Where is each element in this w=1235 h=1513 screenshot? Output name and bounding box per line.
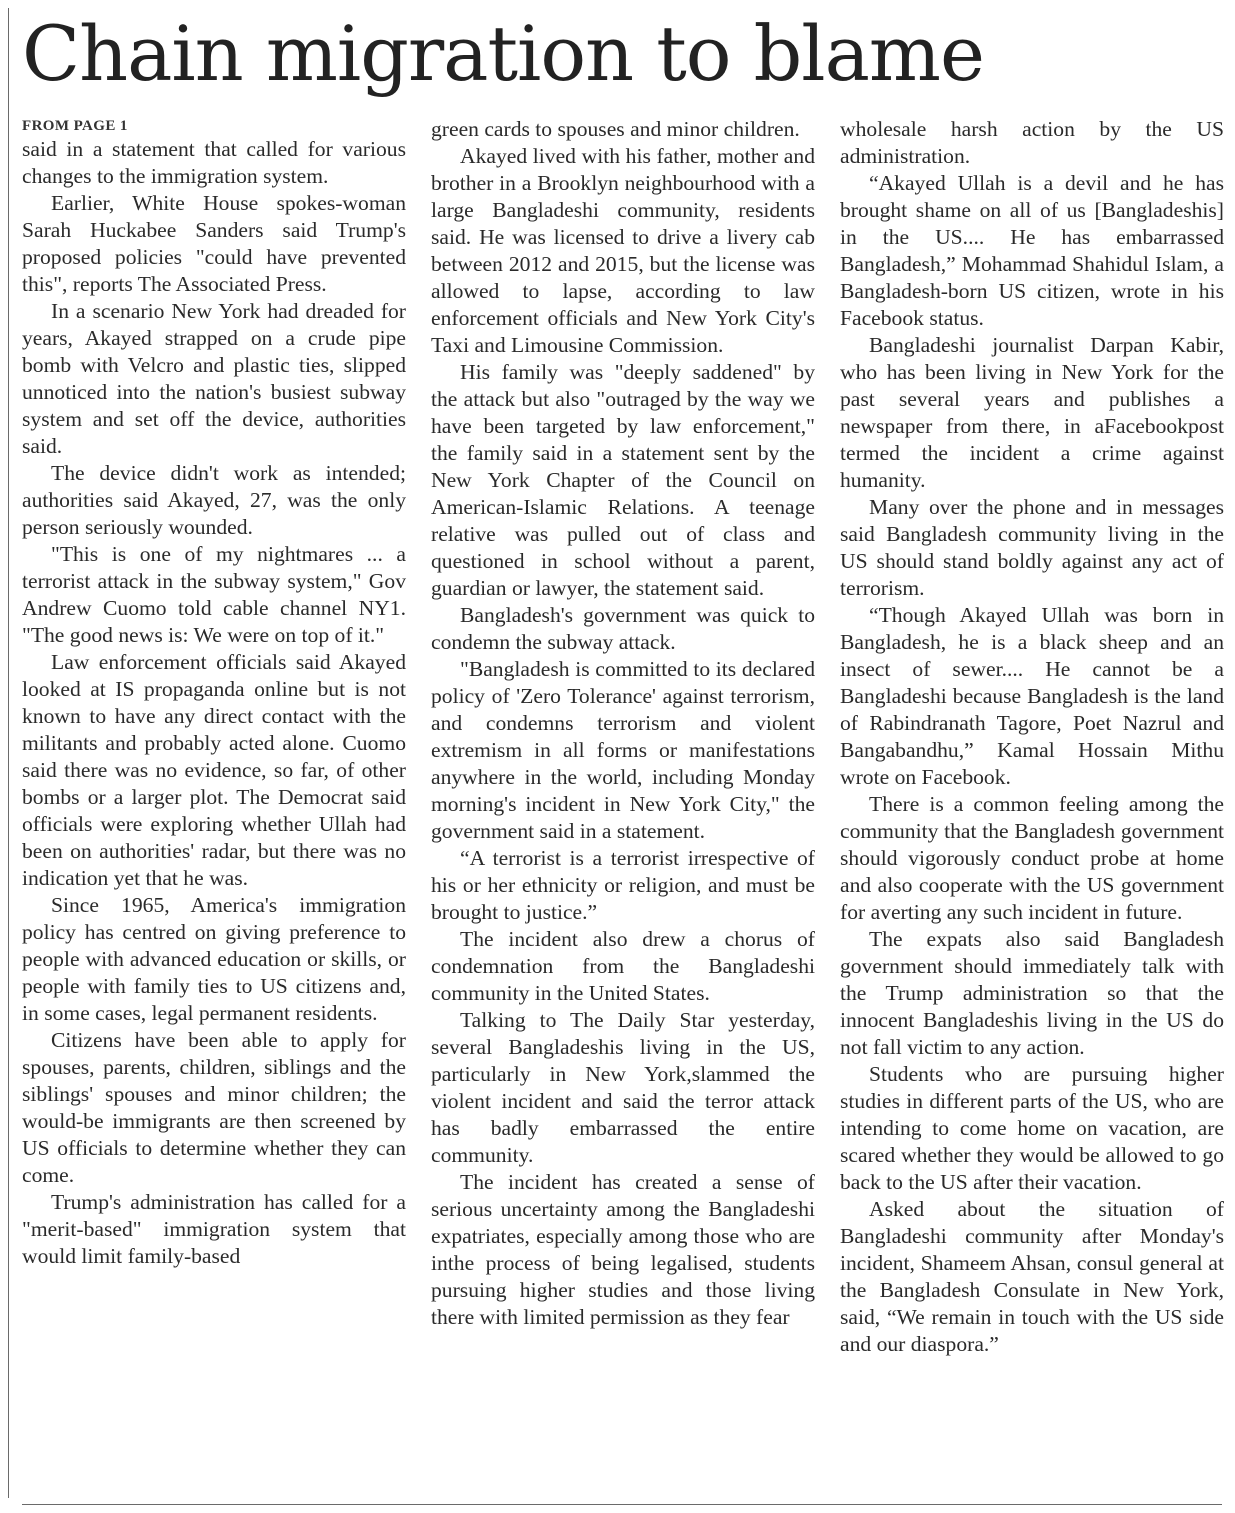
paragraph: Citizens have been able to apply for spouses, parents, children, siblings and the siblings' spouses and minor children; the would-be immigrants are then screened by US officials to determine whether they can come.: [22, 1028, 406, 1187]
article-column-1: [22, 116, 406, 1270]
headline: Chain migration to blame: [22, 9, 984, 98]
article-column-2: [431, 116, 815, 1331]
paragraph: Akayed lived with his father, mother and brother in a Brooklyn neighbourhood with a large Bangladeshi community, residents said. He was licensed to drive a livery cab between 2012 and 2015, but the license was allowed to lapse, according to law enforcement officials and New York City's Taxi and Limousine Commission.: [431, 144, 815, 357]
paragraph: The incident has created a sense of serious uncertainty among the Bangladeshi expatriates, especially among those who are inthe process of being legalised, students pursuing higher studies and those living there with limited permission as they fear: [431, 1170, 815, 1329]
paragraph: Talking to The Daily Star yesterday, several Bangladeshis living in the US, particularly in New York,slammed the violent incident and said the terror attack has badly embarrassed the entire community.: [431, 1008, 815, 1167]
left-column-rule: [8, 8, 9, 1498]
paragraph: green cards to spouses and minor children.: [431, 117, 800, 141]
paragraph: said in a statement that called for various changes to the immigration system.: [22, 137, 406, 188]
paragraph: “A terrorist is a terrorist irrespective of his or her ethnicity or religion, and must be brought to justice.”: [431, 846, 815, 924]
paragraph: Since 1965, America's immigration policy has centred on giving preference to people with advanced education or skills, or people with family ties to US citizens and, in some cases, legal permanent residents.: [22, 893, 406, 1025]
paragraph: His family was "deeply saddened" by the attack but also "outraged by the way we have been targeted by law enforcement," the family said in a statement sent by the New York Chapter of the Council on American-Islamic Relations. A teenage relative was pulled out of class and questioned in school without a parent, guardian or lawyer, the statement said.: [431, 360, 815, 600]
paragraph: Asked about the situation of Bangladeshi community after Monday's incident, Shameem Ahsan, consul general at the Bangladesh Consulate in New York, said, “We remain in touch with the US side and our diaspora.”: [840, 1197, 1224, 1356]
paragraph: "This is one of my nightmares ... a terrorist attack in the subway system," Gov Andrew Cuomo told cable channel NY1. "The good news is: We were on top of it.": [22, 542, 406, 647]
article-column-3: [840, 116, 1224, 1358]
continuation-kicker: FROM PAGE 1: [22, 118, 128, 134]
paragraph: Trump's administration has called for a "merit-based" immigration system that would limit family-based: [22, 1190, 406, 1268]
paragraph: wholesale harsh action by the US administration.: [840, 117, 1224, 168]
paragraph: Law enforcement officials said Akayed looked at IS propaganda online but is not known to have any direct contact with the militants and probably acted alone. Cuomo said there was no evidence, so far, of other bombs or a larger plot. The Democrat said officials were exploring whether Ullah had been on authorities' radar, but there was no indication yet that he was.: [22, 650, 406, 890]
paragraph: The incident also drew a chorus of condemnation from the Bangladeshi community in the United States.: [431, 927, 815, 1005]
paragraph: Bangladeshi journalist Darpan Kabir, who has been living in New York for the past several years and publishes a newspaper from there, in aFacebookpost termed the incident a crime against humanity.: [840, 333, 1224, 492]
paragraph: There is a common feeling among the community that the Bangladesh government should vigorously conduct probe at home and also cooperate with the US government for averting any such incident in future.: [840, 792, 1224, 924]
paragraph: The device didn't work as intended; authorities said Akayed, 27, was the only person seriously wounded.: [22, 461, 406, 539]
paragraph: Earlier, White House spokes-woman Sarah Huckabee Sanders said Trump's proposed policies "could have prevented this", reports The Associated Press.: [22, 191, 406, 296]
paragraph: The expats also said Bangladesh government should immediately talk with the Trump administration so that the innocent Bangladeshis living in the US do not fall victim to any action.: [840, 927, 1224, 1059]
paragraph: “Akayed Ullah is a devil and he has brought shame on all of us [Bangladeshis] in the US.... He has embarrassed Bangladesh,” Mohammad Shahidul Islam, a Bangladesh-born US citizen, wrote in his Facebook status.: [840, 171, 1224, 330]
paragraph: Many over the phone and in messages said Bangladesh community living in the US should stand boldly against any act of terrorism.: [840, 495, 1224, 600]
paragraph: In a scenario New York had dreaded for years, Akayed strapped on a crude pipe bomb with Velcro and plastic ties, slipped unnoticed into the nation's busiest subway system and set off the device, authorities said.: [22, 299, 406, 458]
paragraph: "Bangladesh is committed to its declared policy of 'Zero Tolerance' against terrorism, and condemns terrorism and violent extremism in all forms or manifestations anywhere in the world, including Monday morning's incident in New York City," the government said in a statement.: [431, 657, 815, 843]
bottom-rule: [22, 1504, 1222, 1505]
paragraph: Bangladesh's government was quick to condemn the subway attack.: [431, 603, 815, 654]
paragraph: “Though Akayed Ullah was born in Bangladesh, he is a black sheep and an insect of sewer.... He cannot be a Bangladeshi because Bangladesh is the land of Rabindranath Tagore, Poet Nazrul and Bangabandhu,” Kamal Hossain Mithu wrote on Facebook.: [840, 603, 1224, 789]
paragraph: Students who are pursuing higher studies in different parts of the US, who are intending to come home on vacation, are scared whether they would be allowed to go back to the US after their vacation.: [840, 1062, 1224, 1194]
